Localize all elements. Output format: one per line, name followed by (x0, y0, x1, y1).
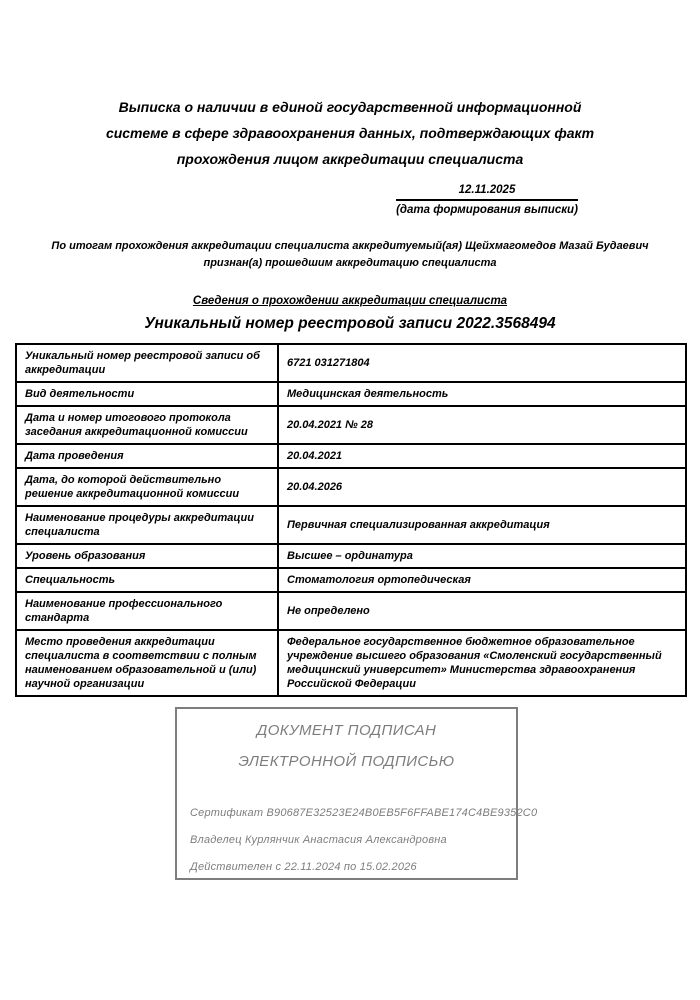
certificate-validity-line: Действителен с 22.11.2024 по 15.02.2026 (190, 861, 417, 873)
row-label-cell: Наименование процедуры аккредитации специалиста (16, 506, 278, 544)
table-row (16, 568, 686, 592)
row-value-cell: Медицинская деятельность (278, 382, 686, 406)
certificate-owner-line: Владелец Курлянчик Анастасия Александровна (190, 834, 447, 846)
extract-date: 12.11.2025 (396, 184, 578, 201)
row-value-cell: Первичная специализированная аккредитация (278, 506, 686, 544)
row-label-cell: Место проведения аккредитации специалиста в соответствии с полным наименованием образовательной и (или) научной организации (16, 630, 278, 696)
row-value-cell: Высшее – ординатура (278, 544, 686, 568)
document-title-line-2: системе в сфере здравоохранения данных, подтверждающих факт (105, 125, 595, 141)
table-row (16, 630, 686, 696)
document-title-line-3: прохождения лицом аккредитации специалиста (176, 151, 524, 167)
section-heading: Сведения о прохождении аккредитации специалиста (192, 295, 508, 307)
signature-heading-line-2: ЭЛЕКТРОННОЙ ПОДПИСЬЮ (238, 753, 455, 770)
row-value-cell: Федеральное государственное бюджетное образовательное учреждение высшего образования «Смоленский государственный медицинский университет» Министерства здравоохранения Российской Федерации (278, 630, 686, 696)
row-value-cell: Не определено (278, 592, 686, 630)
extract-date-caption: (дата формирования выписки) (396, 204, 578, 216)
row-label-cell: Дата, до которой действительно решение аккредитационной комиссии (16, 468, 278, 506)
registry-number-heading: Уникальный номер реестровой записи 2022.3568494 (144, 315, 556, 332)
table-row (16, 468, 686, 506)
digital-signature-stamp (175, 707, 538, 880)
table-row (16, 382, 686, 406)
row-value-cell: 20.04.2021 № 28 (278, 406, 686, 444)
intro-line-1: По итогам прохождения аккредитации специалиста аккредитуемый(ая) Щейхмагомедов Мазай Будаевич (51, 240, 649, 252)
row-label-cell: Дата проведения (16, 444, 278, 468)
certificate-line: Сертификат B90687E32523E24B0EB5F6FFABE174C4BE9352C0 (190, 807, 538, 819)
row-value-cell: 20.04.2026 (278, 468, 686, 506)
row-label-cell: Уровень образования (16, 544, 278, 568)
intro-line-2: признан(а) прошедшим аккредитацию специалиста (203, 257, 497, 269)
accreditation-table (15, 343, 687, 697)
table-row (16, 444, 686, 468)
table-row (16, 544, 686, 568)
signature-heading-line-1: ДОКУМЕНТ ПОДПИСАН (256, 722, 437, 739)
extract-date-block (396, 184, 578, 216)
table-row (16, 344, 686, 382)
row-label-cell: Вид деятельности (16, 382, 278, 406)
intro-paragraph (0, 238, 700, 272)
row-value-cell: 20.04.2021 (278, 444, 686, 468)
table-row (16, 592, 686, 630)
row-label-cell: Наименование профессионального стандарта (16, 592, 278, 630)
document-title-line-1: Выписка о наличии в единой государственной информационной (118, 99, 582, 115)
table-row (16, 506, 686, 544)
row-label-cell: Дата и номер итогового протокола заседания аккредитационной комиссии (16, 406, 278, 444)
table-row (16, 406, 686, 444)
row-label-cell: Специальность (16, 568, 278, 592)
document-title (50, 94, 650, 172)
row-value-cell: Стоматология ортопедическая (278, 568, 686, 592)
row-value-cell: 6721 031271804 (278, 344, 686, 382)
row-label-cell: Уникальный номер реестровой записи об аккредитации (16, 344, 278, 382)
